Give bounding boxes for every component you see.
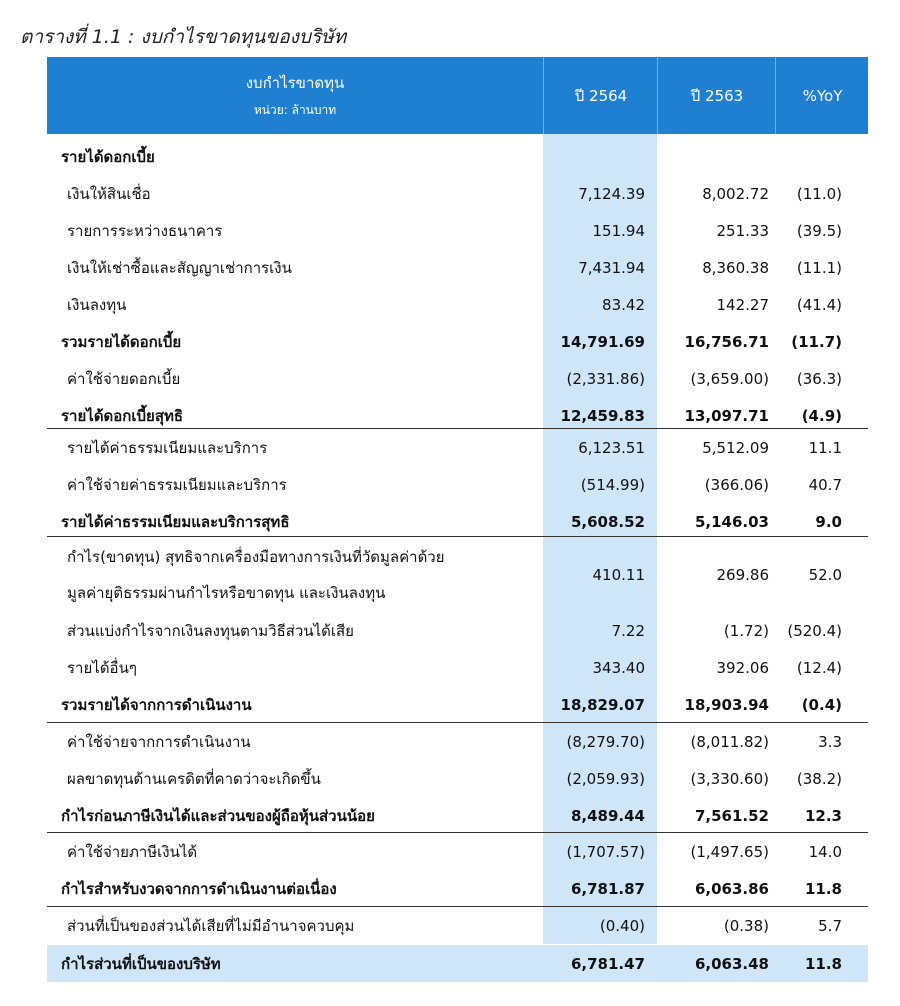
value-2564: 410.11	[592, 566, 645, 584]
value-2563: 7,561.52	[694, 807, 769, 825]
section-divider	[47, 906, 868, 907]
table-row	[47, 467, 868, 503]
value-2564: 151.94	[592, 222, 645, 240]
table-row	[47, 687, 868, 723]
row-label: รายได้ค่าธรรมเนียมและบริการสุทธิ	[61, 513, 290, 531]
table-row	[47, 176, 868, 212]
value-2564: 6,123.51	[578, 439, 645, 457]
table-row	[47, 287, 868, 323]
value-2564: 8,489.44	[570, 807, 645, 825]
header-unit: หน่วย: ล้านบาท	[253, 103, 337, 117]
value-2563: (1.72)	[723, 622, 769, 640]
value-2564: (1,707.57)	[566, 843, 645, 861]
table-row	[47, 761, 868, 797]
value-2563: (3,330.60)	[690, 770, 769, 788]
value-2564: (2,331.86)	[566, 370, 645, 388]
value-2564: 7,124.39	[578, 185, 645, 203]
table-row	[47, 139, 868, 175]
row-label: เงินให้เช่าซื้อและสัญญาเช่าการเงิน	[67, 259, 292, 277]
value-2564: (8,279.70)	[566, 733, 645, 751]
row-label-line-2: มูลค่ายุติธรรมผ่านกำไรหรือขาดทุน และเงินลงทุน	[67, 584, 386, 602]
value-2563: 5,146.03	[694, 513, 769, 531]
table-row	[47, 650, 868, 686]
value-yoy: (41.4)	[796, 296, 842, 314]
table-caption: ตารางที่ 1.1 : งบกำไรขาดทุนของบริษัท	[20, 26, 347, 48]
row-label: กำไรสำหรับงวดจากการดำเนินงานต่อเนื่อง	[61, 880, 337, 898]
value-2563: 16,756.71	[684, 333, 769, 351]
section-divider	[47, 832, 868, 833]
value-2564: 5,608.52	[570, 513, 645, 531]
value-2564: 7,431.94	[578, 259, 645, 277]
value-yoy: 3.3	[818, 733, 842, 751]
value-2563: 5,512.09	[702, 439, 769, 457]
value-yoy: (38.2)	[796, 770, 842, 788]
value-2563: 251.33	[716, 222, 769, 240]
value-2563: 8,002.72	[702, 185, 769, 203]
row-label: เงินให้สินเชื่อ	[67, 185, 151, 203]
value-yoy: (4.9)	[801, 407, 842, 425]
value-yoy: 11.1	[808, 439, 842, 457]
header-col-2564: ปี 2564	[543, 57, 658, 134]
value-2563: (3,659.00)	[690, 370, 769, 388]
value-yoy: 9.0	[815, 513, 842, 531]
row-label: ผลขาดทุนด้านเครดิตที่คาดว่าจะเกิดขึ้น	[67, 770, 321, 788]
value-2563: 392.06	[716, 659, 769, 677]
value-2564: 12,459.83	[560, 407, 645, 425]
value-2564: 343.40	[592, 659, 645, 677]
value-yoy: 14.0	[808, 843, 842, 861]
row-label: ส่วนแบ่งกำไรจากเงินลงทุนตามวิธีส่วนได้เสีย	[67, 622, 354, 640]
table-row	[47, 250, 868, 286]
value-2564: (2,059.93)	[566, 770, 645, 788]
value-2563: (1,497.65)	[690, 843, 769, 861]
header-title: งบกำไรขาดทุน	[245, 74, 345, 92]
section-divider	[47, 536, 868, 537]
section-divider	[47, 722, 868, 723]
table-row	[47, 871, 868, 907]
value-2564: 6,781.47	[570, 954, 645, 973]
row-label: ค่าใช้จ่ายจากการดำเนินงาน	[67, 733, 251, 751]
value-2564: 6,781.87	[570, 880, 645, 898]
row-label: ค่าใช้จ่ายค่าธรรมเนียมและบริการ	[67, 476, 287, 494]
row-label: รายได้ดอกเบี้ยสุทธิ	[61, 407, 184, 425]
table-header	[47, 57, 868, 134]
section-divider	[47, 428, 868, 429]
value-yoy: (12.4)	[796, 659, 842, 677]
value-yoy: (0.4)	[801, 696, 842, 714]
value-2564: 14,791.69	[560, 333, 645, 351]
table-row	[47, 213, 868, 249]
value-yoy: 5.7	[818, 917, 842, 935]
value-yoy: (11.7)	[791, 333, 842, 351]
value-2564: 18,829.07	[560, 696, 645, 714]
value-2564: (514.99)	[580, 476, 645, 494]
row-label: รายการระหว่างธนาคาร	[67, 222, 223, 240]
value-yoy: (11.1)	[796, 259, 842, 277]
value-yoy: 11.8	[804, 954, 842, 973]
row-label: เงินลงทุน	[67, 296, 127, 314]
value-2563: 13,097.71	[684, 407, 769, 425]
value-yoy: 11.8	[804, 880, 842, 898]
value-yoy: (520.4)	[787, 622, 842, 640]
row-label: รายได้อื่นๆ	[67, 659, 137, 677]
table-row	[47, 538, 868, 612]
row-label: รายได้ค่าธรรมเนียมและบริการ	[67, 439, 268, 457]
value-2563: (0.38)	[723, 917, 769, 935]
header-title-cell	[47, 57, 543, 134]
value-2564: (0.40)	[599, 917, 645, 935]
value-2563: (366.06)	[704, 476, 769, 494]
value-2563: 6,063.48	[694, 954, 769, 973]
value-2564: 7.22	[611, 622, 645, 640]
table-row	[47, 908, 868, 944]
table-row	[47, 798, 868, 834]
table-row	[47, 724, 868, 760]
header-col-yoy: %YoY	[775, 57, 869, 134]
row-label: ส่วนที่เป็นของส่วนได้เสียที่ไม่มีอำนาจควบคุม	[67, 917, 355, 935]
row-label: ค่าใช้จ่ายดอกเบี้ย	[67, 370, 181, 388]
value-yoy: 40.7	[808, 476, 842, 494]
value-2563: 8,360.38	[702, 259, 769, 277]
row-label: กำไรส่วนที่เป็นของบริษัท	[61, 954, 221, 973]
row-label: รวมรายได้จากการดำเนินงาน	[61, 696, 252, 714]
table-row	[47, 430, 868, 466]
row-label-line-1: กำไร(ขาดทุน) สุทธิจากเครื่องมือทางการเงินที่วัดมูลค่าด้วย	[67, 548, 445, 566]
table-row	[47, 945, 868, 982]
header-col-2563: ปี 2563	[657, 57, 776, 134]
table-row	[47, 834, 868, 870]
value-2563: 142.27	[716, 296, 769, 314]
row-label	[47, 539, 543, 611]
value-2563: (8,011.82)	[690, 733, 769, 751]
value-2564: 83.42	[602, 296, 645, 314]
table-row	[47, 613, 868, 649]
value-yoy: 12.3	[804, 807, 842, 825]
row-label: รายได้ดอกเบี้ย	[61, 148, 155, 166]
table-row	[47, 324, 868, 360]
value-2563: 6,063.86	[694, 880, 769, 898]
value-2563: 269.86	[716, 566, 769, 584]
value-yoy: (11.0)	[796, 185, 842, 203]
value-2563: 18,903.94	[684, 696, 769, 714]
row-label: รวมรายได้ดอกเบี้ย	[61, 333, 182, 351]
value-yoy: 52.0	[808, 566, 842, 584]
value-yoy: (39.5)	[796, 222, 842, 240]
table-row	[47, 504, 868, 540]
table-row	[47, 361, 868, 397]
row-label: กำไรก่อนภาษีเงินได้และส่วนของผู้ถือหุ้นส่วนน้อย	[61, 807, 375, 825]
value-yoy: (36.3)	[796, 370, 842, 388]
row-label: ค่าใช้จ่ายภาษีเงินได้	[67, 843, 198, 861]
income-statement-table	[47, 57, 868, 973]
